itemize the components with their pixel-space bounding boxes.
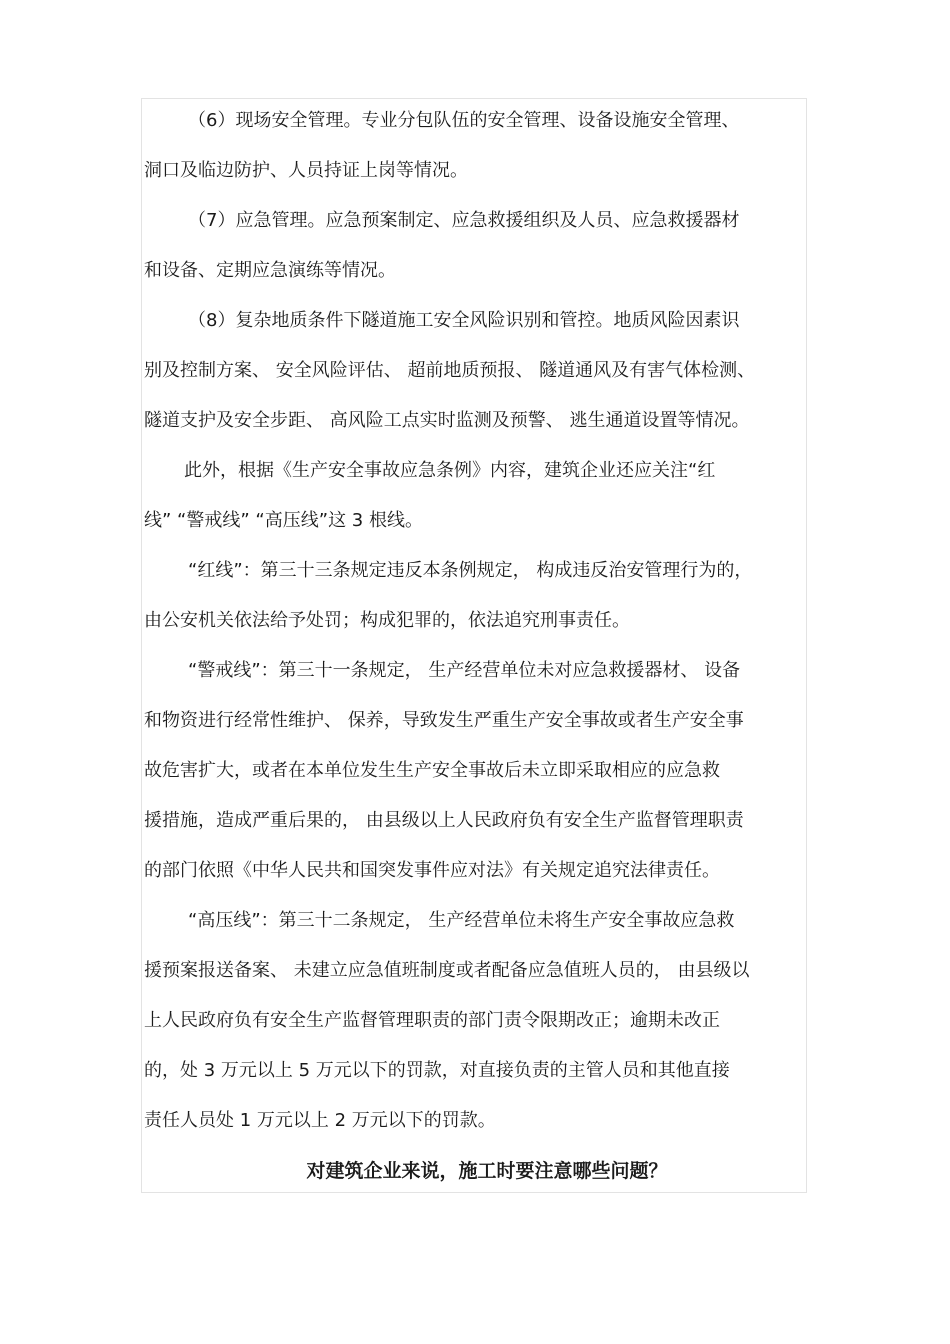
text-line: 和设备、定期应急演练等情况。 — [144, 260, 396, 281]
text-line: 上人民政府负有安全生产监督管理职责的部门责令限期改正；逾期未改正 — [144, 1010, 720, 1031]
text-line: 援预案报送备案、 未建立应急值班制度或者配备应急值班人员的， 由县级以 — [144, 960, 750, 981]
text-line: 洞口及临边防护、人员持证上岗等情况。 — [144, 160, 468, 181]
text-line: （8）复杂地质条件下隧道施工安全风险识别和管控。地质风险因素识 — [188, 310, 740, 331]
text-line: 的，处 3 万元以上 5 万元以下的罚款，对直接负责的主管人员和其他直接 — [144, 1060, 730, 1081]
text-line: 和物资进行经常性维护、 保养，导致发生严重生产安全事故或者生产安全事 — [144, 710, 744, 731]
text-line: （6）现场安全管理。专业分包队伍的安全管理、设备设施安全管理、 — [188, 110, 740, 131]
text-line: 别及控制方案、 安全风险评估、 超前地质预报、 隧道通风及有害气体检测、 — [144, 360, 756, 381]
text-line: “高压线”：第三十二条规定， 生产经营单位未将生产安全事故应急救 — [188, 910, 735, 931]
text-line: 援措施，造成严重后果的， 由县级以上人民政府负有安全生产监督管理职责 — [144, 810, 744, 831]
text-line: 此外，根据《生产安全事故应急条例》内容，建筑企业还应关注“红 — [184, 460, 716, 481]
text-line: 故危害扩大，或者在本单位发生生产安全事故后未立即采取相应的应急救 — [144, 760, 720, 781]
text-line: “红线”：第三十三条规定违反本条例规定， 构成违反治安管理行为的， — [188, 560, 753, 581]
text-line: 线” “警戒线” “高压线”这 3 根线。 — [144, 510, 423, 531]
section-heading: 对建筑企业来说，施工时要注意哪些问题？ — [306, 1160, 668, 1182]
text-line: 隧道支护及安全步距、 高风险工点实时监测及预警、 逃生通道设置等情况。 — [144, 410, 750, 431]
text-line: 责任人员处 1 万元以上 2 万元以下的罚款。 — [144, 1110, 496, 1131]
text-line: （7）应急管理。应急预案制定、应急救援组织及人员、应急救援器材 — [188, 210, 740, 231]
text-line: 的部门依照《中华人民共和国突发事件应对法》有关规定追究法律责任。 — [144, 860, 720, 881]
text-line: 由公安机关依法给予处罚；构成犯罪的，依法追究刑事责任。 — [144, 610, 630, 631]
text-line: “警戒线”：第三十一条规定， 生产经营单位未对应急救援器材、 设备 — [188, 660, 741, 681]
document-body — [144, 96, 810, 1196]
